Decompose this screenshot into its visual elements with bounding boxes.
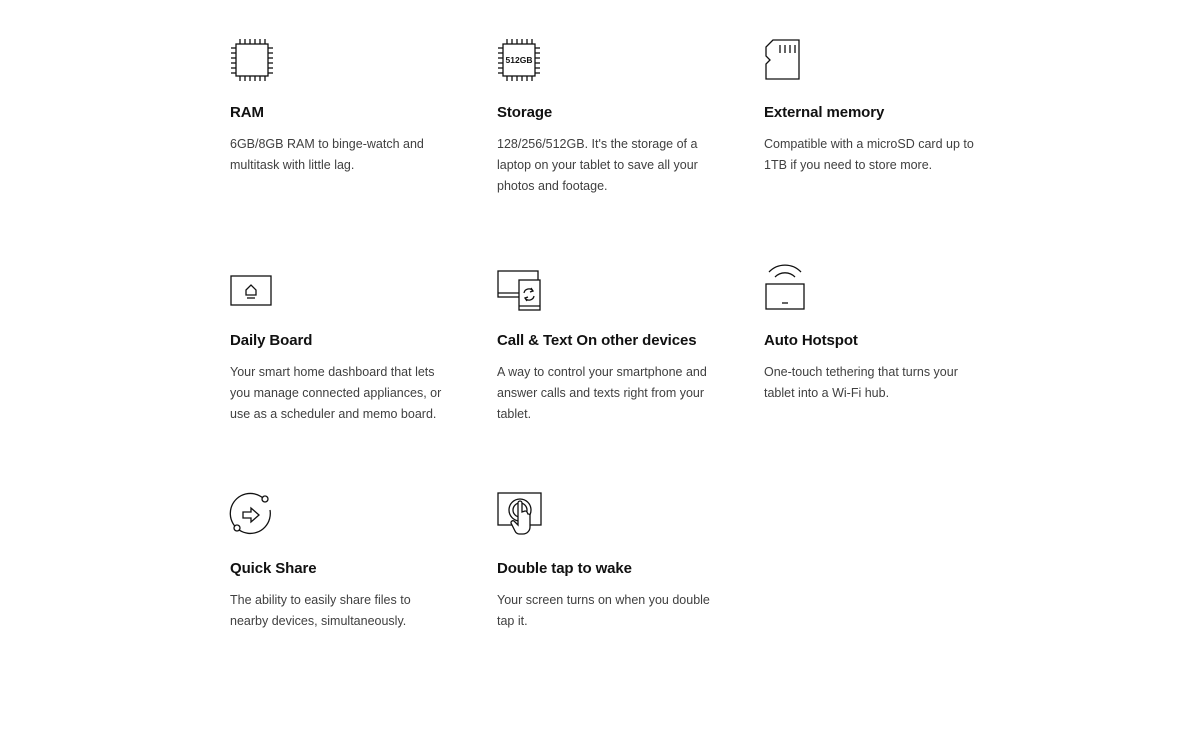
feature-description: Your screen turns on when you double tap it.	[497, 593, 710, 628]
tablet-wifi-icon	[764, 262, 812, 310]
features-grid	[230, 38, 1030, 722]
feature-external-memory	[764, 38, 1030, 266]
feature-title: Storage	[497, 104, 553, 121]
feature-title: External memory	[764, 104, 885, 121]
tablet-phone-sync-icon	[497, 266, 545, 314]
tablet-home-icon	[230, 272, 278, 320]
quick-share-icon	[230, 493, 278, 541]
feature-description: 128/256/512GB. It's the storage of a laptop on your tablet to save all your photos and footage.	[497, 137, 698, 193]
feature-description: Your smart home dashboard that lets you manage connected appliances, or use as a scheduler and memo board.	[230, 365, 442, 421]
feature-title: Daily Board	[230, 332, 313, 349]
feature-description: One-touch tethering that turns your tablet into a Wi-Fi hub.	[764, 365, 958, 400]
feature-call-text	[497, 266, 764, 494]
chip-icon	[230, 38, 278, 86]
feature-auto-hotspot	[764, 266, 1030, 494]
feature-ram	[230, 38, 497, 266]
feature-title: Auto Hotspot	[764, 332, 858, 349]
double-tap-icon	[497, 491, 545, 539]
feature-description: 6GB/8GB RAM to binge-watch and multitask with little lag.	[230, 137, 424, 172]
feature-title: Double tap to wake	[497, 560, 632, 577]
feature-title: RAM	[230, 104, 264, 121]
feature-storage	[497, 38, 764, 266]
sd-card-icon	[764, 38, 812, 86]
feature-title: Call & Text On other devices	[497, 332, 697, 349]
feature-daily-board	[230, 266, 497, 494]
storage-chip-icon	[497, 38, 545, 86]
feature-title: Quick Share	[230, 560, 317, 577]
storage-icon-label: 512GB	[505, 55, 533, 65]
feature-description: The ability to easily share files to nearby devices, simultaneously.	[230, 593, 411, 628]
feature-double-tap	[497, 494, 764, 722]
feature-description: A way to control your smartphone and answer calls and texts right from your tablet.	[497, 365, 707, 421]
feature-quick-share	[230, 494, 497, 722]
feature-description: Compatible with a microSD card up to 1TB if you need to store more.	[764, 137, 974, 172]
